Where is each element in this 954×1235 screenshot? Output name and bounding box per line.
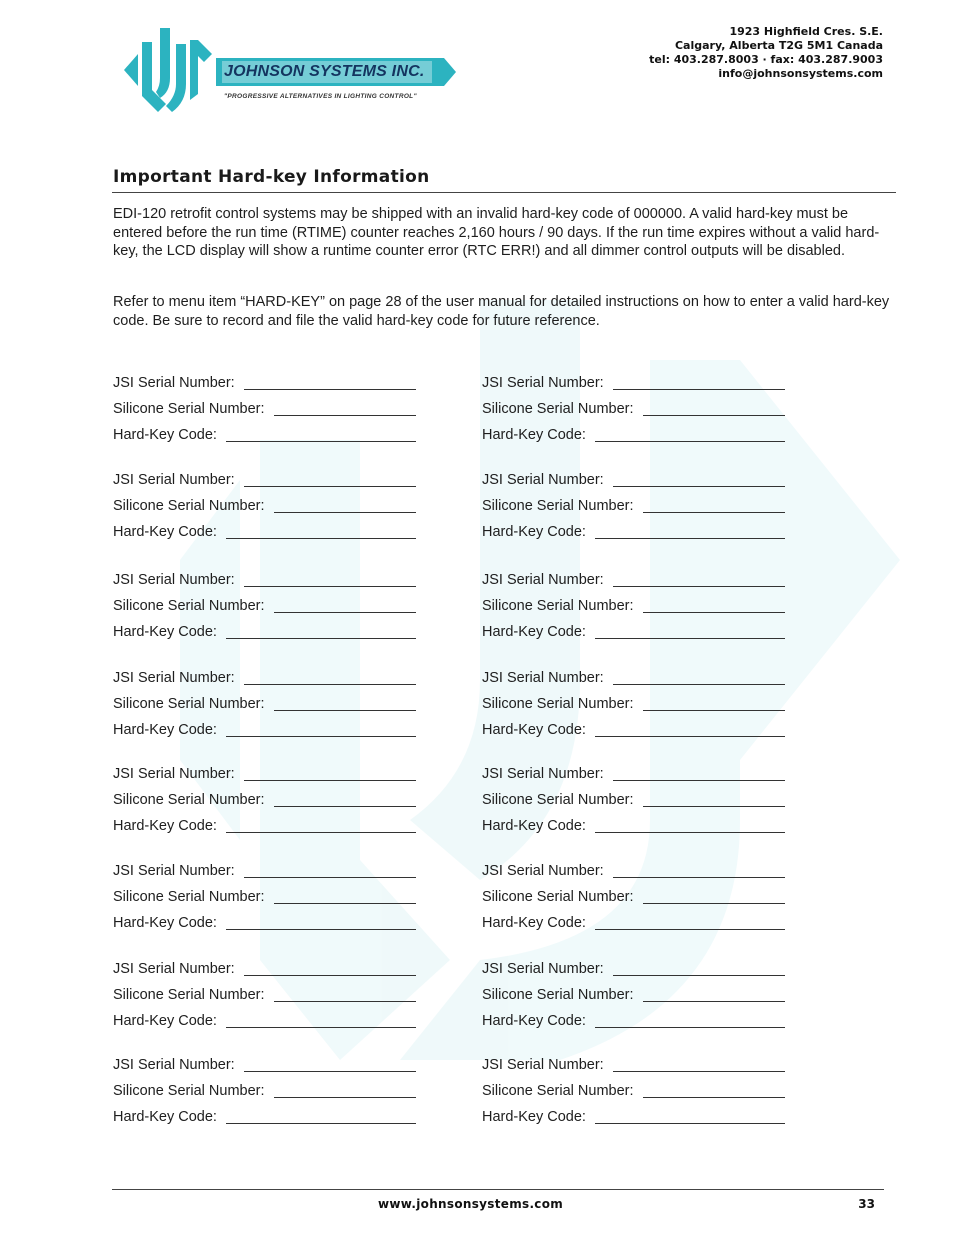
record-silicone-blank[interactable] [643,790,785,807]
footer-website-link[interactable]: www.johnsonsystems.com [378,1197,564,1211]
record-silicone-line [113,789,416,809]
record-hardkey-label: Hard-Key Code: [482,524,586,540]
record-hardkey-label: Hard-Key Code: [482,915,586,931]
record-silicone-line [113,886,416,906]
record-hardkey-line [113,1010,416,1030]
address-phone-fax: tel: 403.287.8003 · fax: 403.287.9003 [649,53,883,66]
record-hardkey-label: Hard-Key Code: [113,624,217,640]
record-hardkey-blank[interactable] [595,425,785,442]
record-hardkey-line [482,424,785,444]
record-hardkey-label: Hard-Key Code: [482,722,586,738]
record-hardkey-line [482,1010,785,1030]
record-hardkey-label: Hard-Key Code: [113,524,217,540]
record-jsi-blank[interactable] [244,1055,416,1072]
company-tagline: "PROGRESSIVE ALTERNATIVES IN LIGHTING CONTROL" [224,93,417,100]
record-hardkey-label: Hard-Key Code: [113,818,217,834]
record-hardkey-blank[interactable] [595,522,785,539]
record-silicone-label: Silicone Serial Number: [482,792,634,808]
record-silicone-blank[interactable] [274,399,416,416]
record-hardkey-line [113,1106,416,1126]
record-silicone-blank[interactable] [643,496,785,513]
record-hardkey-label: Hard-Key Code: [113,1013,217,1029]
record-hardkey-blank[interactable] [595,913,785,930]
record-jsi-line [113,569,416,589]
record-jsi-blank[interactable] [244,570,416,587]
record-silicone-blank[interactable] [274,496,416,513]
record-silicone-label: Silicone Serial Number: [113,987,265,1003]
record-silicone-label: Silicone Serial Number: [113,598,265,614]
record-silicone-label: Silicone Serial Number: [482,598,634,614]
record-jsi-blank[interactable] [613,959,785,976]
intro-paragraph: EDI-120 retrofit control systems may be shipped with an invalid hard-key code of 000000. A valid hard-key must be entered before the run time (RTIME) counter reaches 2,160 hours / 90 days. If the run time expires without a valid hard-key, the LCD display will show a runtime counter error (RTC ERR!) and all dimmer control outputs will be disabled. [113,206,880,260]
record-jsi-line [113,763,416,783]
record-jsi-blank[interactable] [244,764,416,781]
record-hardkey-line [482,815,785,835]
record-silicone-blank[interactable] [274,1081,416,1098]
record-jsi-label: JSI Serial Number: [113,863,235,879]
record-jsi-line [113,469,416,489]
record-hardkey-blank[interactable] [226,816,416,833]
company-name: JOHNSON SYSTEMS INC. [224,63,425,80]
record-jsi-label: JSI Serial Number: [482,670,604,686]
record-silicone-line [482,495,785,515]
record-silicone-line [482,984,785,1004]
record-jsi-blank[interactable] [244,470,416,487]
record-hardkey-line [482,719,785,739]
record-hardkey-line [113,815,416,835]
record-jsi-line [113,667,416,687]
record-hardkey-label: Hard-Key Code: [482,818,586,834]
record-hardkey-blank[interactable] [595,622,785,639]
record-hardkey-line [113,521,416,541]
record-silicone-line [113,495,416,515]
record-silicone-line [113,693,416,713]
record-jsi-label: JSI Serial Number: [482,375,604,391]
record-jsi-line [482,763,785,783]
record-hardkey-label: Hard-Key Code: [113,1109,217,1125]
record-silicone-line [482,886,785,906]
record-jsi-line [482,469,785,489]
record-jsi-blank[interactable] [613,373,785,390]
record-jsi-line [113,1054,416,1074]
record-silicone-blank[interactable] [274,887,416,904]
record-hardkey-line [482,912,785,932]
record-jsi-line [482,958,785,978]
record-jsi-line [113,860,416,880]
record-jsi-line [113,372,416,392]
record-hardkey-line [113,719,416,739]
record-jsi-blank[interactable] [613,470,785,487]
record-jsi-label: JSI Serial Number: [482,961,604,977]
record-hardkey-blank[interactable] [595,1011,785,1028]
record-hardkey-blank[interactable] [226,1011,416,1028]
record-hardkey-blank[interactable] [226,720,416,737]
record-hardkey-blank[interactable] [595,816,785,833]
record-silicone-blank[interactable] [643,694,785,711]
record-silicone-blank[interactable] [643,887,785,904]
record-jsi-blank[interactable] [244,959,416,976]
address-city: Calgary, Alberta T2G 5M1 Canada [674,39,883,52]
record-silicone-line [482,398,785,418]
record-hardkey-blank[interactable] [595,720,785,737]
record-jsi-line [482,1054,785,1074]
record-jsi-line [482,372,785,392]
record-jsi-line [482,667,785,687]
record-jsi-label: JSI Serial Number: [482,472,604,488]
record-hardkey-blank[interactable] [226,522,416,539]
record-silicone-blank[interactable] [643,1081,785,1098]
record-hardkey-label: Hard-Key Code: [482,427,586,443]
record-silicone-blank[interactable] [643,985,785,1002]
record-silicone-label: Silicone Serial Number: [113,696,265,712]
record-silicone-blank[interactable] [274,985,416,1002]
record-silicone-blank[interactable] [643,596,785,613]
record-silicone-line [482,1080,785,1100]
page-number: 33 [858,1197,875,1211]
record-hardkey-label: Hard-Key Code: [482,1013,586,1029]
record-silicone-label: Silicone Serial Number: [482,401,634,417]
record-jsi-blank[interactable] [244,373,416,390]
record-hardkey-label: Hard-Key Code: [482,624,586,640]
record-hardkey-blank[interactable] [226,1107,416,1124]
record-silicone-label: Silicone Serial Number: [113,498,265,514]
record-silicone-blank[interactable] [274,694,416,711]
instruction-paragraph: Refer to menu item “HARD-KEY” on page 28 of the user manual for detailed instructions on how to enter a valid hard-key code. Be sure to record and file the valid hard-key code for future reference. [113,294,890,329]
record-jsi-blank[interactable] [613,1055,785,1072]
record-jsi-label: JSI Serial Number: [482,863,604,879]
record-jsi-blank[interactable] [613,668,785,685]
record-jsi-blank[interactable] [613,570,785,587]
record-jsi-label: JSI Serial Number: [113,670,235,686]
record-jsi-label: JSI Serial Number: [482,766,604,782]
record-hardkey-label: Hard-Key Code: [113,722,217,738]
record-silicone-blank[interactable] [274,790,416,807]
record-jsi-line [482,860,785,880]
record-hardkey-blank[interactable] [226,622,416,639]
record-silicone-line [482,789,785,809]
record-silicone-label: Silicone Serial Number: [482,889,634,905]
record-jsi-label: JSI Serial Number: [113,1057,235,1073]
record-hardkey-blank[interactable] [226,425,416,442]
record-hardkey-line [113,621,416,641]
record-hardkey-label: Hard-Key Code: [113,427,217,443]
record-silicone-label: Silicone Serial Number: [113,401,265,417]
record-jsi-label: JSI Serial Number: [113,472,235,488]
record-silicone-line [482,595,785,615]
record-hardkey-line [482,1106,785,1126]
record-silicone-label: Silicone Serial Number: [482,498,634,514]
record-silicone-label: Silicone Serial Number: [482,1083,634,1099]
record-hardkey-line [113,912,416,932]
record-hardkey-line [113,424,416,444]
record-silicone-line [113,595,416,615]
record-hardkey-line [482,521,785,541]
record-silicone-line [113,1080,416,1100]
record-silicone-blank[interactable] [274,596,416,613]
record-hardkey-line [482,621,785,641]
record-hardkey-label: Hard-Key Code: [113,915,217,931]
record-silicone-label: Silicone Serial Number: [113,889,265,905]
address-email[interactable]: info@johnsonsystems.com [718,67,883,80]
record-silicone-line [113,984,416,1004]
record-silicone-line [482,693,785,713]
record-silicone-label: Silicone Serial Number: [482,987,634,1003]
record-jsi-label: JSI Serial Number: [113,375,235,391]
record-jsi-label: JSI Serial Number: [113,766,235,782]
record-jsi-blank[interactable] [613,764,785,781]
record-jsi-blank[interactable] [244,668,416,685]
record-silicone-label: Silicone Serial Number: [113,792,265,808]
record-silicone-label: Silicone Serial Number: [113,1083,265,1099]
record-hardkey-blank[interactable] [226,913,416,930]
address-street: 1923 Highfield Cres. S.E. [729,25,883,38]
record-jsi-label: JSI Serial Number: [482,1057,604,1073]
record-jsi-label: JSI Serial Number: [482,572,604,588]
record-silicone-blank[interactable] [643,399,785,416]
record-jsi-label: JSI Serial Number: [113,572,235,588]
record-jsi-line [482,569,785,589]
record-hardkey-label: Hard-Key Code: [482,1109,586,1125]
record-jsi-label: JSI Serial Number: [113,961,235,977]
footer-divider [112,1189,884,1190]
page-title: Important Hard-key Information [113,167,430,187]
record-silicone-label: Silicone Serial Number: [482,696,634,712]
record-jsi-blank[interactable] [244,861,416,878]
record-hardkey-blank[interactable] [595,1107,785,1124]
record-jsi-blank[interactable] [613,861,785,878]
record-silicone-line [113,398,416,418]
record-jsi-line [113,958,416,978]
